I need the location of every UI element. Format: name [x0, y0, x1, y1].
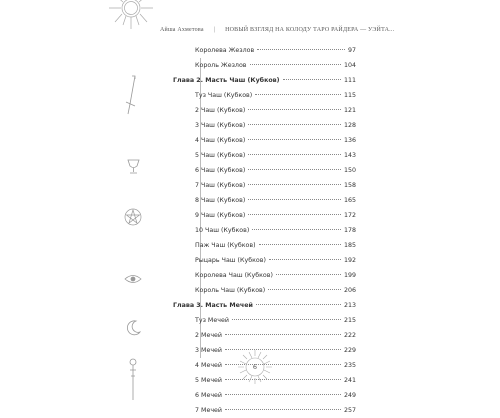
- eye-icon: [124, 274, 142, 284]
- toc-entry-row[interactable]: [173, 43, 356, 58]
- toc-entry-row[interactable]: [173, 193, 356, 208]
- toc-entry-row[interactable]: [173, 313, 356, 328]
- toc-entry-label: Королева Чаш (Кубков): [195, 272, 273, 279]
- sword-icon: [124, 74, 138, 116]
- toc-page-number: 185: [343, 242, 356, 249]
- toc-entry-row[interactable]: [173, 268, 356, 283]
- toc-entry-label: Туз Мечей: [195, 317, 229, 324]
- toc-entry-label: Паж Чаш (Кубков): [195, 242, 256, 249]
- toc-entry-row[interactable]: [173, 388, 356, 403]
- toc-dot-leader: [256, 303, 341, 305]
- toc-page-number: 128: [343, 122, 356, 129]
- toc-dot-leader: [276, 273, 341, 275]
- toc-entry-row[interactable]: [173, 103, 356, 118]
- toc-page-number: 241: [343, 377, 356, 384]
- toc-entry-row[interactable]: [173, 133, 356, 148]
- cup-icon: [127, 159, 140, 175]
- toc-entry-label: 2 Чаш (Кубков): [195, 107, 246, 114]
- header-author: Айша Ахметова: [160, 27, 204, 33]
- toc-entry-label: 5 Чаш (Кубков): [195, 152, 246, 159]
- toc-entry-row[interactable]: [173, 328, 356, 343]
- toc-dot-leader: [269, 258, 341, 260]
- toc-dot-leader: [248, 168, 341, 170]
- toc-dot-leader: [225, 408, 341, 410]
- toc-dot-leader: [250, 63, 341, 65]
- toc-entry-label: Глава 2. Масть Чаш (Кубков): [173, 77, 280, 84]
- toc-entry-row[interactable]: [173, 88, 356, 103]
- toc-page-number: 206: [343, 287, 356, 294]
- toc-dot-leader: [255, 93, 341, 95]
- toc-page-number: 158: [343, 182, 356, 189]
- toc-page-number: 136: [343, 137, 356, 144]
- toc-entry-label: Королева Жезлов: [195, 47, 255, 54]
- toc-entry-label: 7 Чаш (Кубков): [195, 182, 246, 189]
- toc-entry-row[interactable]: [173, 223, 356, 238]
- toc-page-number: 121: [343, 107, 356, 114]
- toc-page-number: 213: [343, 302, 356, 309]
- toc-entry-row[interactable]: [173, 283, 356, 298]
- toc-entry-label: 10 Чаш (Кубков): [195, 227, 250, 234]
- toc-page-number: 111: [343, 77, 356, 84]
- toc-dot-leader: [248, 198, 341, 200]
- toc-dot-leader: [283, 78, 341, 80]
- toc-entry-label: Рыцарь Чаш (Кубков): [195, 257, 266, 264]
- toc-page-number: 235: [343, 362, 356, 369]
- toc-entry-label: Король Жезлов: [195, 62, 247, 69]
- toc-entry-label: Глава 3. Масть Мечей: [173, 302, 253, 309]
- toc-entry-label: 2 Мечей: [195, 332, 223, 339]
- toc-page-number: 222: [343, 332, 356, 339]
- toc-dot-leader: [225, 393, 341, 395]
- toc-entry-label: 6 Мечей: [195, 392, 223, 399]
- toc-dot-leader: [257, 48, 345, 50]
- toc-entry-label: Король Чаш (Кубков): [195, 287, 266, 294]
- toc-entry-row[interactable]: [173, 403, 356, 418]
- toc-page-number: 165: [343, 197, 356, 204]
- toc-entry-label: 4 Чаш (Кубков): [195, 137, 246, 144]
- toc-page-number: 215: [343, 317, 356, 324]
- toc-page-number: 192: [343, 257, 356, 264]
- toc-dot-leader: [259, 243, 341, 245]
- toc-entry-row[interactable]: [173, 58, 356, 73]
- toc-page-number: 150: [343, 167, 356, 174]
- toc-entry-label: 5 Мечей: [195, 377, 223, 384]
- toc-entry-row[interactable]: [173, 148, 356, 163]
- running-header: [160, 27, 395, 33]
- toc-entry-label: 8 Чаш (Кубков): [195, 197, 246, 204]
- header-separator: |: [213, 27, 216, 33]
- toc-dot-leader: [268, 288, 341, 290]
- page-number: 6: [252, 363, 258, 371]
- toc-page-number: 249: [343, 392, 356, 399]
- toc-entry-label: 3 Мечей: [195, 347, 223, 354]
- toc-dot-leader: [248, 138, 341, 140]
- toc-dot-leader: [248, 213, 341, 215]
- toc-entry-row[interactable]: [173, 253, 356, 268]
- toc-chapter-row[interactable]: [173, 73, 356, 88]
- toc-page-number: 172: [343, 212, 356, 219]
- toc-page-number: 115: [343, 92, 356, 99]
- toc-entry-row[interactable]: [173, 163, 356, 178]
- toc-page-number: 199: [343, 272, 356, 279]
- toc-dot-leader: [248, 108, 341, 110]
- toc-page-number: 104: [343, 62, 356, 69]
- toc-entry-label: 9 Чаш (Кубков): [195, 212, 246, 219]
- toc-page-number: 229: [343, 347, 356, 354]
- header-book-title: НОВЫЙ ВЗГЛЯД НА КОЛОДУ ТАРО РАЙДЕРА — УЭЙТА...: [225, 27, 395, 33]
- toc-entry-label: 7 Мечей: [195, 407, 223, 414]
- toc-page-number: 97: [347, 47, 356, 54]
- toc-dot-leader: [225, 333, 341, 335]
- toc-entry-label: Туз Чаш (Кубков): [195, 92, 253, 99]
- toc-page-number: 178: [343, 227, 356, 234]
- toc-page-number: 143: [343, 152, 356, 159]
- toc-entry-row[interactable]: [173, 238, 356, 253]
- toc-entry-row[interactable]: [173, 178, 356, 193]
- toc-entry-label: 6 Чаш (Кубков): [195, 167, 246, 174]
- toc-chapter-row[interactable]: [173, 298, 356, 313]
- toc-entry-row[interactable]: [173, 118, 356, 133]
- toc-dot-leader: [252, 228, 341, 230]
- sun-icon: [107, 0, 155, 30]
- toc-dot-leader: [248, 123, 341, 125]
- toc-page-number: 257: [343, 407, 356, 414]
- toc-entry-label: 3 Чаш (Кубков): [195, 122, 246, 129]
- toc-dot-leader: [232, 318, 341, 320]
- toc-dot-leader: [248, 183, 341, 185]
- toc-entry-label: 4 Мечей: [195, 362, 223, 369]
- toc-dot-leader: [248, 153, 341, 155]
- wand-icon: [126, 358, 140, 400]
- toc-entry-row[interactable]: [173, 208, 356, 223]
- pentacle-icon: [124, 208, 142, 226]
- moon-icon: [127, 320, 141, 336]
